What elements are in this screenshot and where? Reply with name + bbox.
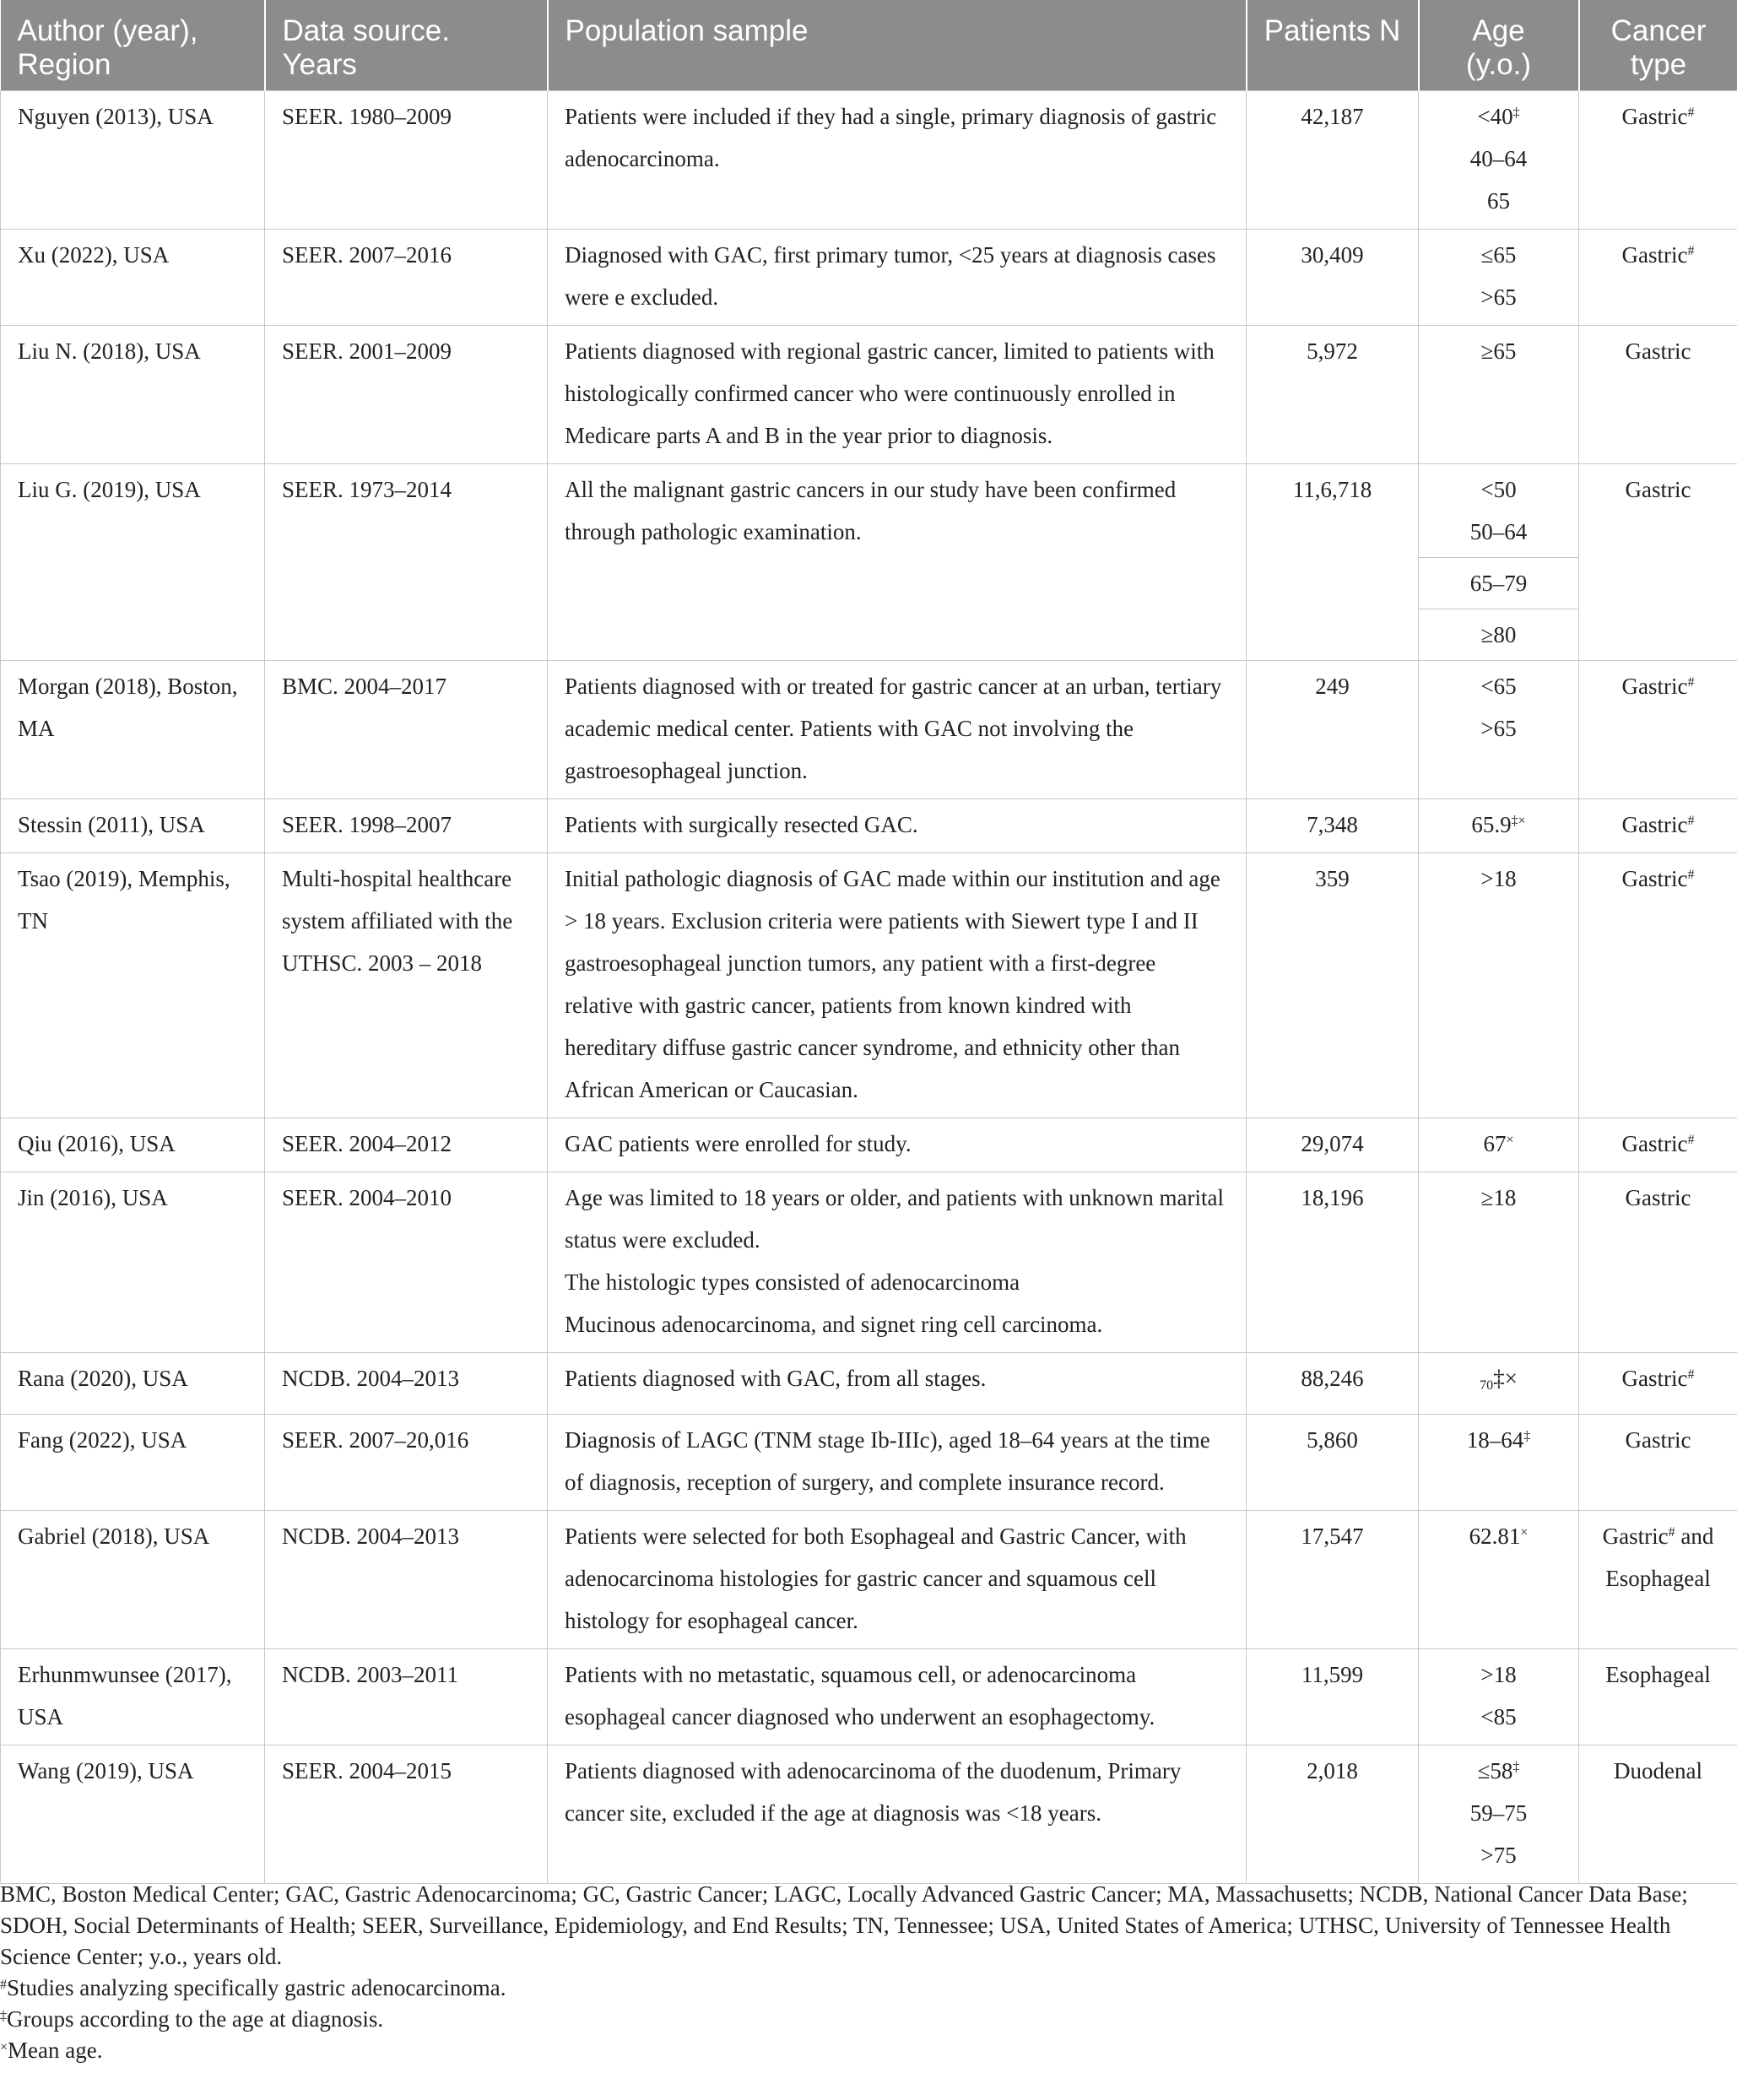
table-row — [1, 230, 1737, 326]
cell-patients: 359 — [1247, 853, 1419, 1118]
age-mark: ‡ — [1512, 106, 1520, 120]
age-mark: ‡ — [1512, 1760, 1520, 1774]
cancer-mark: # — [1668, 1525, 1675, 1540]
cancer-mark: # — [1687, 868, 1695, 882]
cell-cancer — [1579, 799, 1737, 853]
age-value — [1436, 1419, 1561, 1461]
cell-author: Stessin (2011), USA — [1, 799, 265, 853]
table-row — [1, 853, 1737, 1118]
cell-cancer — [1579, 91, 1737, 230]
cell-population: Initial pathologic diagnosis of GAC made within our institution and age > 18 years. Exclusion criteria were patients with Siewert type I and II gastroesophageal junction tumors, any patient with a first-degree relative with gastric cancer, patients from known kindred with hereditary diffuse gastric cancer syndrome, and ethnicity other than African American or Caucasian. — [548, 853, 1247, 1118]
cell-cancer — [1579, 1415, 1737, 1511]
cell-age — [1419, 1745, 1579, 1884]
table-row — [1, 326, 1737, 464]
cell-patients: 2,018 — [1247, 1745, 1419, 1884]
age-text: ≥18 — [1480, 1185, 1517, 1210]
cancer-text: Duodenal — [1614, 1758, 1702, 1783]
age-text: ≥65 — [1480, 338, 1517, 364]
cell-source: SEER. 1998–2007 — [265, 799, 548, 853]
table-row — [1, 1415, 1737, 1511]
cell-patients: 5,860 — [1247, 1415, 1419, 1511]
cell-age — [1419, 853, 1579, 1118]
age-value — [1436, 1123, 1561, 1165]
age-value: 50–64 — [1469, 519, 1528, 544]
cell-population — [548, 1172, 1247, 1353]
cancer-mark: # — [1687, 1133, 1695, 1147]
age-mark: ‡× — [1511, 814, 1526, 828]
cell-population: Patients diagnosed with adenocarcinoma of the duodenum, Primary cancer site, excluded if the age at diagnosis was <18 years. — [548, 1745, 1247, 1884]
cell-source: SEER. 2004–2015 — [265, 1745, 548, 1884]
cell-author: Wang (2019), USA — [1, 1745, 265, 1884]
times-note: ×Mean age. — [0, 2038, 103, 2063]
cancer-mark: # — [1687, 675, 1695, 690]
age-mark: ‡ — [1523, 1429, 1531, 1443]
cell-source: BMC. 2004–2017 — [265, 661, 548, 799]
table-row — [1, 91, 1737, 230]
cell-patients: 7,348 — [1247, 799, 1419, 853]
age-text: >65 — [1480, 284, 1517, 310]
age-marks: ‡× — [1493, 1366, 1518, 1391]
cell-author: Gabriel (2018), USA — [1, 1511, 265, 1649]
cell-cancer — [1579, 464, 1737, 661]
cell-population: Diagnosis of LAGC (TNM stage Ib-IIIc), aged 18–64 years at the time of diagnosis, reception of surgery, and complete insurance record. — [548, 1415, 1247, 1511]
age-text: 62.81 — [1469, 1524, 1521, 1549]
cell-patients: 30,409 — [1247, 230, 1419, 326]
cell-population: Diagnosed with GAC, first primary tumor, <25 years at diagnosis cases were e excluded. — [548, 230, 1247, 326]
cancer-mark: # — [1687, 106, 1695, 120]
cell-cancer — [1579, 853, 1737, 1118]
age-text: <85 — [1480, 1704, 1517, 1729]
cell-age — [1419, 1415, 1579, 1511]
cell-population: Patients with surgically resected GAC. — [548, 799, 1247, 853]
age-text: 65.9 — [1471, 812, 1512, 837]
cancer-text: Gastric — [1602, 1524, 1669, 1549]
table-header — [1, 0, 1737, 91]
cell-cancer — [1579, 1511, 1737, 1649]
age-value — [1436, 858, 1561, 900]
cancer-text: Gastric — [1625, 477, 1691, 502]
cell-population: Patients diagnosed with regional gastric cancer, limited to patients with histologically confirmed cancer who were continuously enrolled in Medicare parts A and B in the year prior to diagnosis. — [548, 326, 1247, 464]
cell-cancer — [1579, 1353, 1737, 1415]
cell-age — [1419, 230, 1579, 326]
cancer-text: Gastric — [1625, 1185, 1691, 1210]
table-footnotes — [0, 1879, 1722, 2066]
cell-source: NCDB. 2004–2013 — [265, 1353, 548, 1415]
age-value — [1436, 1792, 1561, 1834]
cell-author: Erhunmwunsee (2017), USA — [1, 1649, 265, 1745]
cancer-text: Esophageal — [1605, 1662, 1711, 1687]
hash-note: #Studies analyzing specifically gastric adenocarcinoma. — [0, 1975, 506, 2000]
cancer-text: Gastric — [1621, 812, 1688, 837]
age-value — [1436, 1177, 1561, 1219]
age-value — [1436, 1834, 1561, 1876]
cell-cancer — [1579, 1118, 1737, 1172]
age-text: 18–64 — [1466, 1427, 1524, 1453]
age-value — [1436, 1696, 1561, 1738]
age-value: ≥80 — [1480, 622, 1517, 647]
cell-source: SEER. 2004–2010 — [265, 1172, 548, 1353]
cell-author: Nguyen (2013), USA — [1, 91, 265, 230]
cell-patients: 18,196 — [1247, 1172, 1419, 1353]
table-row — [1, 661, 1737, 799]
cell-population: Patients with no metastatic, squamous cell, or adenocarcinoma esophageal cancer diagnosed who underwent an esophagectomy. — [548, 1649, 1247, 1745]
header-age: Age (y.o.) — [1419, 0, 1579, 91]
cell-cancer — [1579, 1172, 1737, 1353]
abbreviations-note: BMC, Boston Medical Center; GAC, Gastric Adenocarcinoma; GC, Gastric Cancer; LAGC, Locally Advanced Gastric Cancer; MA, Massachusetts; NCDB, National Cancer Data Base; SDOH, Social Determinants of Health; SEER, Surveillance, Epidemiology, and End Results; TN, Tennessee; USA, United States of America; UTHSC, University of Tennessee Health Science Center; y.o., years old. — [0, 1881, 1688, 1969]
cell-author: Fang (2022), USA — [1, 1415, 265, 1511]
age-small: 70 — [1480, 1378, 1494, 1393]
population-line: Mucinous adenocarcinoma, and signet ring cell carcinoma. — [565, 1312, 1103, 1337]
age-value — [1436, 330, 1561, 372]
age-text: ≤65 — [1480, 242, 1517, 268]
cancer-text: Gastric — [1621, 242, 1688, 268]
age-text: >65 — [1480, 716, 1517, 741]
age-text: >18 — [1480, 866, 1517, 891]
cell-population: Patients diagnosed with or treated for gastric cancer at an urban, tertiary academic medical center. Patients with GAC not involving the gastroesophageal junction. — [548, 661, 1247, 799]
cell-age — [1419, 1649, 1579, 1745]
cell-patients: 42,187 — [1247, 91, 1419, 230]
population-line: Age was limited to 18 years or older, and patients with unknown marital status were excluded. — [565, 1185, 1224, 1253]
table-row — [1, 1172, 1737, 1353]
cell-patients: 88,246 — [1247, 1353, 1419, 1415]
age-text: >18 — [1480, 1662, 1517, 1687]
cell-source: SEER. 2007–20,016 — [265, 1415, 548, 1511]
cell-population: All the malignant gastric cancers in our study have been confirmed through pathologic examination. — [548, 464, 1247, 661]
cell-age — [1419, 1118, 1579, 1172]
cell-cancer — [1579, 230, 1737, 326]
table-row — [1, 1649, 1737, 1745]
age-text: >75 — [1480, 1843, 1517, 1868]
age-value — [1436, 1515, 1561, 1557]
cancer-text: Gastric — [1621, 1131, 1688, 1156]
cell-age — [1419, 1353, 1579, 1415]
cell-author: Qiu (2016), USA — [1, 1118, 265, 1172]
cell-source: SEER. 1980–2009 — [265, 91, 548, 230]
cell-age — [1419, 326, 1579, 464]
header-patients: Patients N — [1247, 0, 1419, 91]
age-value — [1436, 276, 1561, 318]
cancer-text: Gastric — [1621, 1366, 1688, 1391]
cell-cancer — [1579, 661, 1737, 799]
cell-patients: 11,6,718 — [1247, 464, 1419, 661]
age-value — [1436, 1653, 1561, 1696]
cell-patients: 11,599 — [1247, 1649, 1419, 1745]
header-population: Population sample — [548, 0, 1247, 91]
cancer-text: Gastric — [1621, 866, 1688, 891]
cell-age — [1419, 1511, 1579, 1649]
age-text: 40–64 — [1469, 146, 1528, 171]
cancer-mark: # — [1687, 244, 1695, 258]
age-text: 59–75 — [1469, 1800, 1528, 1826]
header-cancer: Cancer type — [1579, 0, 1737, 91]
cell-cancer — [1579, 326, 1737, 464]
cancer-text: Gastric — [1621, 104, 1688, 129]
cancer-rest: and Esophageal — [1605, 1524, 1714, 1591]
age-text: ≤58 — [1477, 1758, 1513, 1783]
table-body — [1, 91, 1737, 1884]
cell-population: Patients were selected for both Esophageal and Gastric Cancer, with adenocarcinoma histologies for gastric cancer and squamous cell histology for esophageal cancer. — [548, 1511, 1247, 1649]
age-value — [1436, 95, 1561, 138]
cell-population: GAC patients were enrolled for study. — [548, 1118, 1247, 1172]
age-text: <65 — [1480, 674, 1517, 699]
dagger-note: ‡Groups according to the age at diagnosis. — [0, 2006, 384, 2032]
age-value — [1436, 665, 1561, 707]
cell-age — [1419, 661, 1579, 799]
cell-age — [1419, 1172, 1579, 1353]
age-value — [1436, 180, 1561, 222]
age-value — [1436, 707, 1561, 750]
age-value — [1436, 138, 1561, 180]
cancer-mark: # — [1687, 814, 1695, 828]
cell-author: Liu G. (2019), USA — [1, 464, 265, 661]
table-row — [1, 1745, 1737, 1884]
cell-author: Xu (2022), USA — [1, 230, 265, 326]
cancer-text: Gastric — [1625, 338, 1691, 364]
age-value — [1436, 234, 1561, 276]
table-row — [1, 464, 1737, 661]
cell-author: Tsao (2019), Memphis, TN — [1, 853, 265, 1118]
age-text: 67 — [1483, 1131, 1507, 1156]
cell-age — [1419, 91, 1579, 230]
cell-author: Morgan (2018), Boston, MA — [1, 661, 265, 799]
table-row — [1, 799, 1737, 853]
age-mark: × — [1520, 1525, 1529, 1540]
age-group — [1419, 464, 1578, 557]
age-value: 65–79 — [1469, 571, 1528, 596]
cell-age — [1419, 799, 1579, 853]
cell-population: Patients were included if they had a single, primary diagnosis of gastric adenocarcinoma. — [548, 91, 1247, 230]
table-row — [1, 1118, 1737, 1172]
age-group — [1419, 609, 1578, 660]
age-value — [1436, 804, 1561, 846]
age-value — [1436, 1750, 1561, 1792]
cell-patients: 5,972 — [1247, 326, 1419, 464]
cell-source: SEER. 2007–2016 — [265, 230, 548, 326]
cell-patients: 17,547 — [1247, 1511, 1419, 1649]
cancer-text: Gastric — [1621, 674, 1688, 699]
cell-source: SEER. 2004–2012 — [265, 1118, 548, 1172]
cancer-text: Gastric — [1625, 1427, 1691, 1453]
cell-source: SEER. 2001–2009 — [265, 326, 548, 464]
cancer-mark: # — [1687, 1367, 1695, 1382]
cell-age — [1419, 464, 1579, 661]
cell-author: Rana (2020), USA — [1, 1353, 265, 1415]
age-group — [1419, 557, 1578, 609]
cell-source: NCDB. 2003–2011 — [265, 1649, 548, 1745]
cell-source: SEER. 1973–2014 — [265, 464, 548, 661]
age-value — [1436, 1357, 1561, 1407]
age-mark: × — [1506, 1133, 1514, 1147]
cell-cancer — [1579, 1745, 1737, 1884]
cell-cancer — [1579, 1649, 1737, 1745]
age-value: <50 — [1480, 477, 1517, 502]
table-row — [1, 1353, 1737, 1415]
population-line: The histologic types consisted of adenocarcinoma — [565, 1269, 1020, 1295]
cell-author: Jin (2016), USA — [1, 1172, 265, 1353]
header-source: Data source. Years — [265, 0, 548, 91]
age-text: <40 — [1477, 104, 1513, 129]
cell-patients: 249 — [1247, 661, 1419, 799]
table-row — [1, 1511, 1737, 1649]
cell-patients: 29,074 — [1247, 1118, 1419, 1172]
age-text: 65 — [1487, 188, 1510, 214]
cell-source: NCDB. 2004–2013 — [265, 1511, 548, 1649]
cell-author: Liu N. (2018), USA — [1, 326, 265, 464]
cell-population: Patients diagnosed with GAC, from all stages. — [548, 1353, 1247, 1415]
cell-source: Multi-hospital healthcare system affiliated with the UTHSC. 2003 – 2018 — [265, 853, 548, 1118]
header-author: Author (year), Region — [1, 0, 265, 91]
